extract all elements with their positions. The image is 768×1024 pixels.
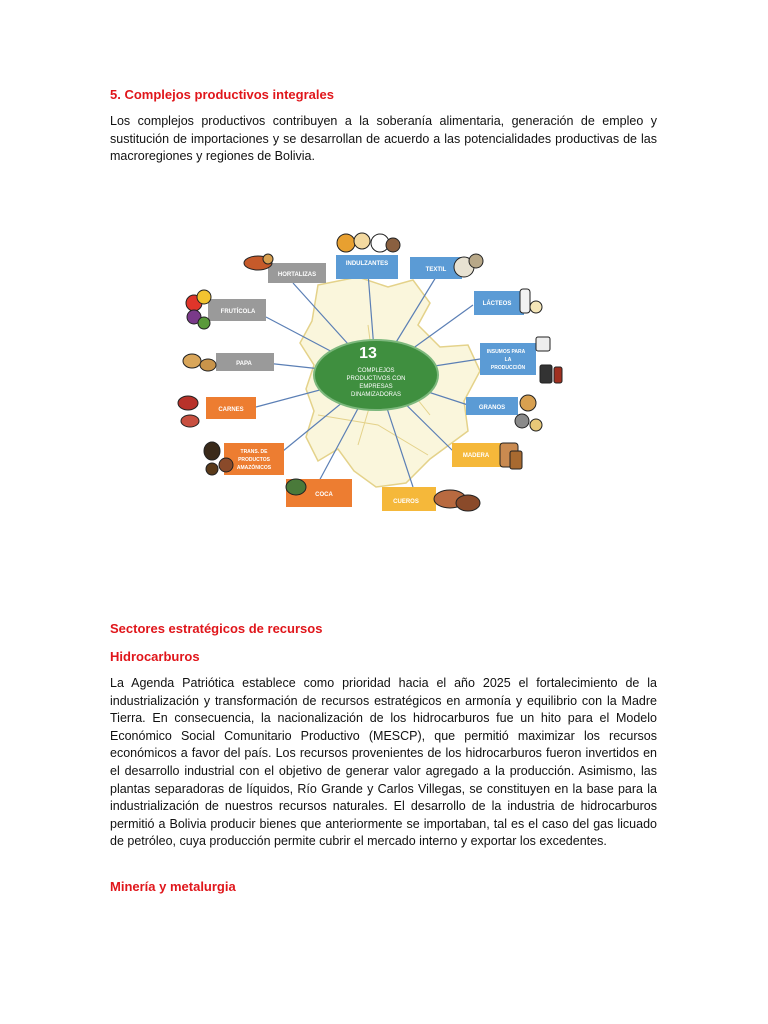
label-insumos-3: PRODUCCIÓN	[490, 365, 526, 371]
label-carnes: CARNES	[218, 407, 244, 413]
label-insumos-2: LA	[504, 357, 512, 363]
label-lacteos: LÁCTEOS	[482, 301, 512, 307]
label-fruticola: FRUTÍCOLA	[220, 309, 256, 315]
sub-heading-mineria: Minería y metalurgia	[110, 879, 236, 894]
label-amazonicos-3: AMAZÓNICOS	[236, 465, 272, 471]
dairy-icon	[520, 289, 542, 313]
center-line-3: EMPRESAS	[359, 384, 393, 390]
center-line-1: COMPLEJOS	[357, 368, 395, 374]
label-madera: MADERA	[462, 453, 490, 459]
label-textil: TEXTIL	[425, 267, 447, 273]
fruits-icon	[186, 290, 211, 329]
complejos-paragraph: Los complejos productivos contribuyen a la soberanía alimentaria, generación de empleo y sustitución de importaciones y se desarrollan de acuerdo a las potencialidades productivas de las macroregiones y regiones de Bolivia.	[110, 114, 657, 164]
vegetables-icon	[244, 254, 273, 270]
label-amazonicos-1: TRANS. DE	[240, 449, 268, 455]
complejos-diagram	[168, 225, 568, 525]
hidrocarburos-paragraph: La Agenda Patriótica establece como prioridad hacia el año 2025 el fortalecimiento de la industrialización y transformación de recursos estratégicos en armonía y equilibrio con la Madre Tierra. En consecuencia, la nacionalización de los hidrocarburos fue un hito para el Modelo Económico Social Comunitario Productivo (MESCP), que permitió maximizar los recursos económicos a favor del país. Los recursos provenientes de los hidrocarburos fueron invertidos en el desarrollo industrial con el objetivo de generar valor agregado a la producción. Asimismo, las plantas separadoras de líquidos, Río Grande y Carlos Villegas, se constituyen en la base para la industrialización de nuestros recursos naturales. El desarrollo de la industria de hidrocarburos permitió a Bolivia producir bienes que anteriormente se importaban, tal es el caso del gas licuado de petróleo, cuya producción permite cubrir el mercado interno y exportar los excedentes.	[110, 676, 657, 849]
sweeteners-icon	[337, 233, 400, 252]
label-insumos-1: INSUMOS PARA	[486, 349, 526, 355]
sub-heading-hidrocarburos: Hidrocarburos	[110, 649, 200, 664]
label-box-indulzantes	[336, 255, 398, 279]
label-papa: PAPA	[236, 361, 252, 367]
label-indulzantes: INDULZANTES	[345, 261, 389, 267]
center-line-4: DINAMIZADORAS	[350, 392, 402, 398]
label-coca: COCA	[315, 492, 333, 498]
leather-icon	[434, 490, 480, 511]
center-number: 13	[359, 345, 377, 362]
section-heading-sectores: Sectores estratégicos de recursos	[110, 621, 323, 636]
supplies-icon	[536, 337, 562, 383]
coca-leaf-icon	[286, 479, 306, 495]
complejos-diagram-svg	[168, 225, 568, 525]
meat-icon	[178, 396, 199, 427]
grains-icon	[515, 395, 542, 431]
section-heading-complejos: 5. Complejos productivos integrales	[110, 87, 334, 102]
wood-icon	[500, 443, 522, 469]
label-hortalizas: HORTALIZAS	[277, 272, 317, 278]
label-amazonicos-2: PRODUCTOS	[238, 457, 270, 463]
center-line-2: PRODUCTIVOS CON	[346, 376, 406, 382]
potato-icon	[183, 354, 216, 371]
label-granos: GRANOS	[478, 405, 506, 411]
label-cueros: CUEROS	[393, 499, 419, 505]
